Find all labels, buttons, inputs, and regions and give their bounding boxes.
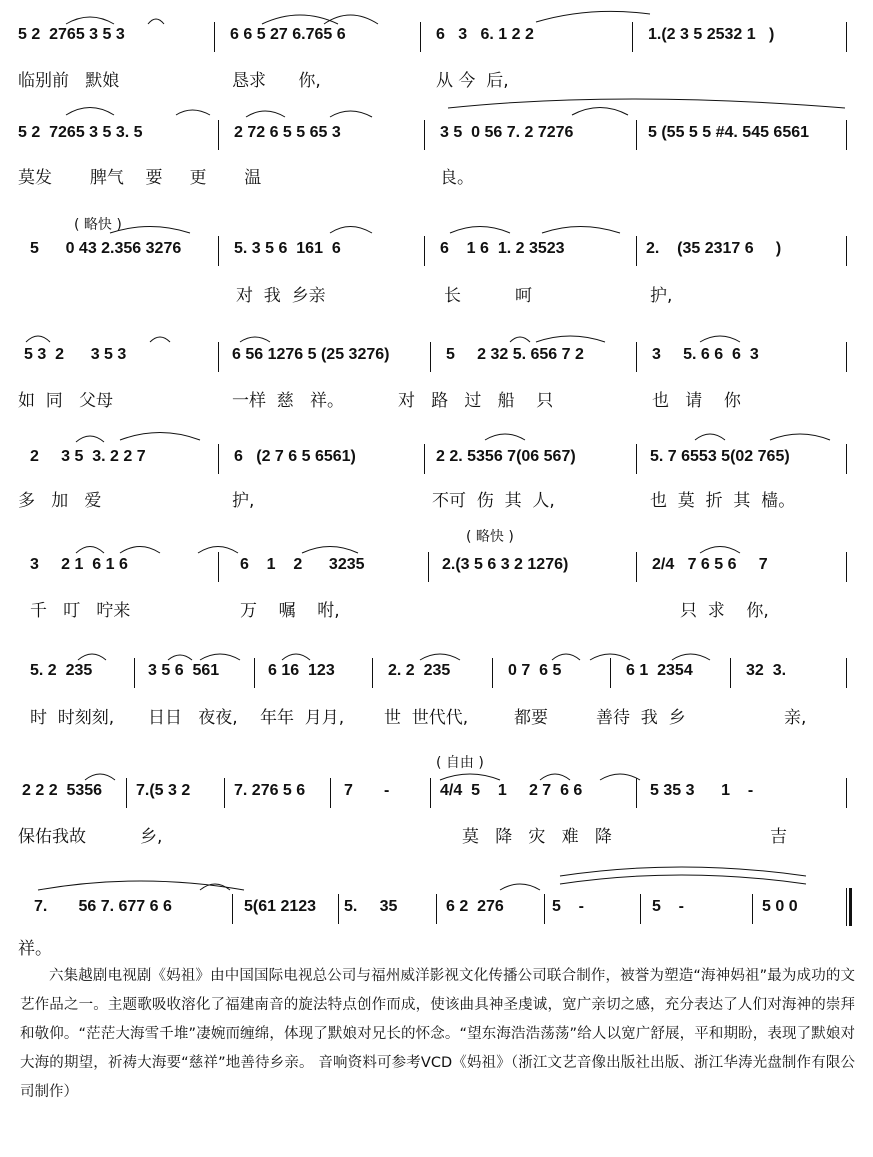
score-row-4-measure-4: 3 5. 6 6 6 3 bbox=[652, 346, 759, 363]
tempo-marking: ( 自由 ) bbox=[436, 755, 484, 771]
description-paragraph: 六集越剧电视剧《妈祖》由中国国际电视总公司与福州威洋影视文化传播公司联合制作，被誉为塑造“海神妈祖”最为成功的文艺作品之一。主题歌吸收溶化了福建南音的旋法特点创作而成，使该曲具神圣虔诚，宽广亲切之感，充分表达了人们对海神的崇拜和敬仰。“茫茫大海雪千堆”凄婉而缠绵，体现了默娘对兄长的怀念。“望东海浩浩荡荡”给人以宽广舒展，平和期盼，表现了默娘对大海的期望，祈祷大海要“慈祥”地善待乡亲。 音响资料可参考VCD《妈祖》（浙江文艺音像出版社出版、浙江华涛光盘制作有限公司制作） bbox=[20, 968, 855, 1100]
barline bbox=[544, 894, 545, 924]
barline bbox=[218, 236, 219, 266]
lyric-row-7-g: 亲, bbox=[784, 708, 807, 728]
score-row-7-measure-7: 32 3. bbox=[746, 662, 787, 679]
barline bbox=[636, 444, 637, 474]
lyric-row-8-a: 保佑我故 bbox=[18, 827, 86, 847]
barline bbox=[224, 778, 225, 808]
barline bbox=[752, 894, 753, 924]
barline bbox=[846, 22, 847, 52]
score-row-7-measure-5: 0 7 6 5 bbox=[508, 662, 562, 679]
score-row-7-measure-3: 6 16 123 bbox=[268, 662, 335, 679]
barline bbox=[232, 894, 233, 924]
barline bbox=[846, 778, 847, 808]
score-row-4-measure-3: 5 2 32 5. 656 7 2 bbox=[446, 346, 584, 363]
barline bbox=[218, 342, 219, 372]
score-row-6-measure-1: 3 2 1 6 1 6 bbox=[30, 556, 128, 573]
lyric-row-3-a: 对 我 乡亲 bbox=[236, 286, 326, 306]
lyric-row-2-a: 莫发 脾气 要 更 温 bbox=[18, 168, 262, 188]
barline bbox=[218, 120, 219, 150]
barline bbox=[430, 778, 431, 808]
barline bbox=[846, 658, 847, 688]
score-row-1-measure-2: 6 6 5 27 6.765 6 bbox=[230, 26, 346, 43]
score-row-8-measure-4: 7 - bbox=[344, 782, 390, 799]
score-row-2-measure-4: 5 (55 5 5 #4. 545 6561 bbox=[648, 124, 810, 141]
lyric-row-1-b: 恳求 你, bbox=[232, 71, 321, 91]
barline bbox=[492, 658, 493, 688]
lyric-row-7-d: 世 世代代, bbox=[384, 708, 469, 728]
lyric-row-5-a: 多 加 爱 bbox=[18, 491, 102, 511]
score-row-9-measure-2: 5(61 2123 bbox=[244, 898, 317, 915]
barline bbox=[730, 658, 731, 688]
lyric-row-1-a: 临别前 默娘 bbox=[18, 71, 120, 91]
barline bbox=[330, 778, 331, 808]
score-row-7-measure-6: 6 1 2354 bbox=[626, 662, 693, 679]
score-row-5-measure-1: 2 3 5 3. 2 2 7 bbox=[30, 448, 146, 465]
barline bbox=[640, 894, 641, 924]
lyric-row-6-b: 万 嘱 咐, bbox=[240, 601, 340, 621]
barline bbox=[214, 22, 215, 52]
lyric-row-5-b: 护, bbox=[232, 491, 255, 511]
score-row-3-measure-4: 2. (35 2317 6 ) bbox=[646, 240, 782, 257]
barline bbox=[218, 552, 219, 582]
score-row-9-measure-6: 5 - bbox=[652, 898, 685, 915]
lyric-row-8-c: 莫 降 灾 难 降 bbox=[462, 827, 612, 847]
lyric-row-4-c: 对 路 过 船 只 bbox=[398, 391, 554, 411]
score-row-9-measure-1: 7. 56 7. 677 6 6 bbox=[34, 898, 172, 915]
score-row-3-measure-1: 5 0 43 2.356 3276 bbox=[30, 240, 182, 257]
barline bbox=[846, 342, 847, 372]
lyric-row-8-b: 乡, bbox=[140, 827, 163, 847]
barline bbox=[846, 236, 847, 266]
score-row-9-measure-4: 6 2 276 bbox=[446, 898, 504, 915]
score-row-8-measure-3: 7. 276 5 6 bbox=[234, 782, 306, 799]
lyric-row-4-b: 一样 慈 祥。 bbox=[232, 391, 345, 411]
lyric-row-1-c: 从 今 后, bbox=[436, 71, 509, 91]
barline bbox=[218, 444, 219, 474]
lyric-row-6-c: 只 求 你, bbox=[680, 601, 769, 621]
score-row-8-measure-2: 7.(5 3 2 bbox=[136, 782, 191, 799]
lyric-row-7-f: 善待 我 乡 bbox=[596, 708, 686, 728]
score-row-2-measure-2: 2 72 6 5 5 65 3 bbox=[234, 124, 341, 141]
score-row-4-measure-1: 5 3 2 3 5 3 bbox=[24, 346, 127, 363]
barline bbox=[846, 552, 847, 582]
barline bbox=[134, 658, 135, 688]
barline bbox=[632, 22, 633, 52]
lyric-row-3-b: 长 呵 bbox=[444, 286, 533, 306]
score-row-3-measure-3: 6 1 6 1. 2 3523 bbox=[440, 240, 565, 257]
barline bbox=[636, 120, 637, 150]
lyric-row-7-c: 年年 月月, bbox=[260, 708, 345, 728]
barline bbox=[424, 444, 425, 474]
barline bbox=[636, 236, 637, 266]
lyric-row-8-d: 吉 bbox=[770, 827, 787, 847]
score-row-9-measure-5: 5 - bbox=[552, 898, 585, 915]
score-row-2-measure-1: 5 2 7265 3 5 3. 5 bbox=[18, 124, 143, 141]
score-row-6-measure-2: 6 1 2 3235 bbox=[240, 556, 365, 573]
lyric-row-7-e: 都要 bbox=[514, 708, 548, 728]
barline bbox=[420, 22, 421, 52]
score-row-5-measure-4: 5. 7 6553 5(02 765) bbox=[650, 448, 790, 465]
tempo-marking: ( 略快 ) bbox=[74, 217, 122, 233]
lyric-row-3-c: 护, bbox=[650, 286, 673, 306]
score-row-1-measure-1: 5 2 2765 3 5 3 bbox=[18, 26, 125, 43]
tempo-marking: ( 略快 ) bbox=[466, 529, 514, 545]
score-row-3-measure-2: 5. 3 5 6 161 6 bbox=[234, 240, 341, 257]
score-row-2-measure-3: 3 5 0 56 7. 2 7276 bbox=[440, 124, 574, 141]
lyric-row-6-a: 千 叮 咛来 bbox=[30, 601, 131, 621]
score-row-1-measure-4: 1.(2 3 5 2532 1 ) bbox=[648, 26, 775, 43]
lyric-row-2-b: 良。 bbox=[440, 168, 474, 188]
barline bbox=[338, 894, 339, 924]
score-row-8-measure-5: 4/4 5 1 2 7 6 6 bbox=[440, 782, 583, 799]
barline bbox=[636, 778, 637, 808]
barline bbox=[430, 342, 431, 372]
score-row-7-measure-4: 2. 2 235 bbox=[388, 662, 451, 679]
barline bbox=[254, 658, 255, 688]
lyric-row-4-d: 也 请 你 bbox=[652, 391, 741, 411]
score-row-4-measure-2: 6 56 1276 5 (25 3276) bbox=[232, 346, 390, 363]
barline bbox=[846, 120, 847, 150]
barline bbox=[126, 778, 127, 808]
lyric-row-5-d: 也 莫 折 其 樯。 bbox=[650, 491, 796, 511]
score-row-7-measure-2: 3 5 6 561 bbox=[148, 662, 220, 679]
score-row-9-measure-7: 5 0 0 bbox=[762, 898, 798, 915]
barline bbox=[436, 894, 437, 924]
barline bbox=[636, 342, 637, 372]
score-row-5-measure-2: 6 (2 7 6 5 6561) bbox=[234, 448, 356, 465]
final-barline bbox=[846, 888, 851, 926]
lyric-row-9-a: 祥。 bbox=[18, 939, 52, 959]
lyric-row-4-a: 如 同 父母 bbox=[18, 391, 114, 411]
score-row-8-measure-6: 5 35 3 1 - bbox=[650, 782, 754, 799]
barline bbox=[610, 658, 611, 688]
barline bbox=[424, 236, 425, 266]
score-row-8-measure-1: 2 2 2 5356 bbox=[22, 782, 103, 799]
barline bbox=[846, 444, 847, 474]
lyric-row-7-b: 日日 夜夜, bbox=[148, 708, 238, 728]
barline bbox=[372, 658, 373, 688]
lyric-row-7-a: 时 时刻刻, bbox=[30, 708, 115, 728]
score-row-6-measure-3: 2.(3 5 6 3 2 1276) bbox=[442, 556, 569, 573]
barline bbox=[424, 120, 425, 150]
score-row-5-measure-3: 2 2. 5356 7(06 567) bbox=[436, 448, 576, 465]
barline bbox=[428, 552, 429, 582]
score-row-9-measure-3: 5. 35 bbox=[344, 898, 398, 915]
lyric-row-5-c: 不可 伤 其 人, bbox=[432, 491, 555, 511]
barline bbox=[636, 552, 637, 582]
score-row-7-measure-1: 5. 2 235 bbox=[30, 662, 93, 679]
score-row-6-measure-4: 2/4 7 6 5 6 7 bbox=[652, 556, 768, 573]
score-row-1-measure-3: 6 3 6. 1 2 2 bbox=[436, 26, 534, 43]
